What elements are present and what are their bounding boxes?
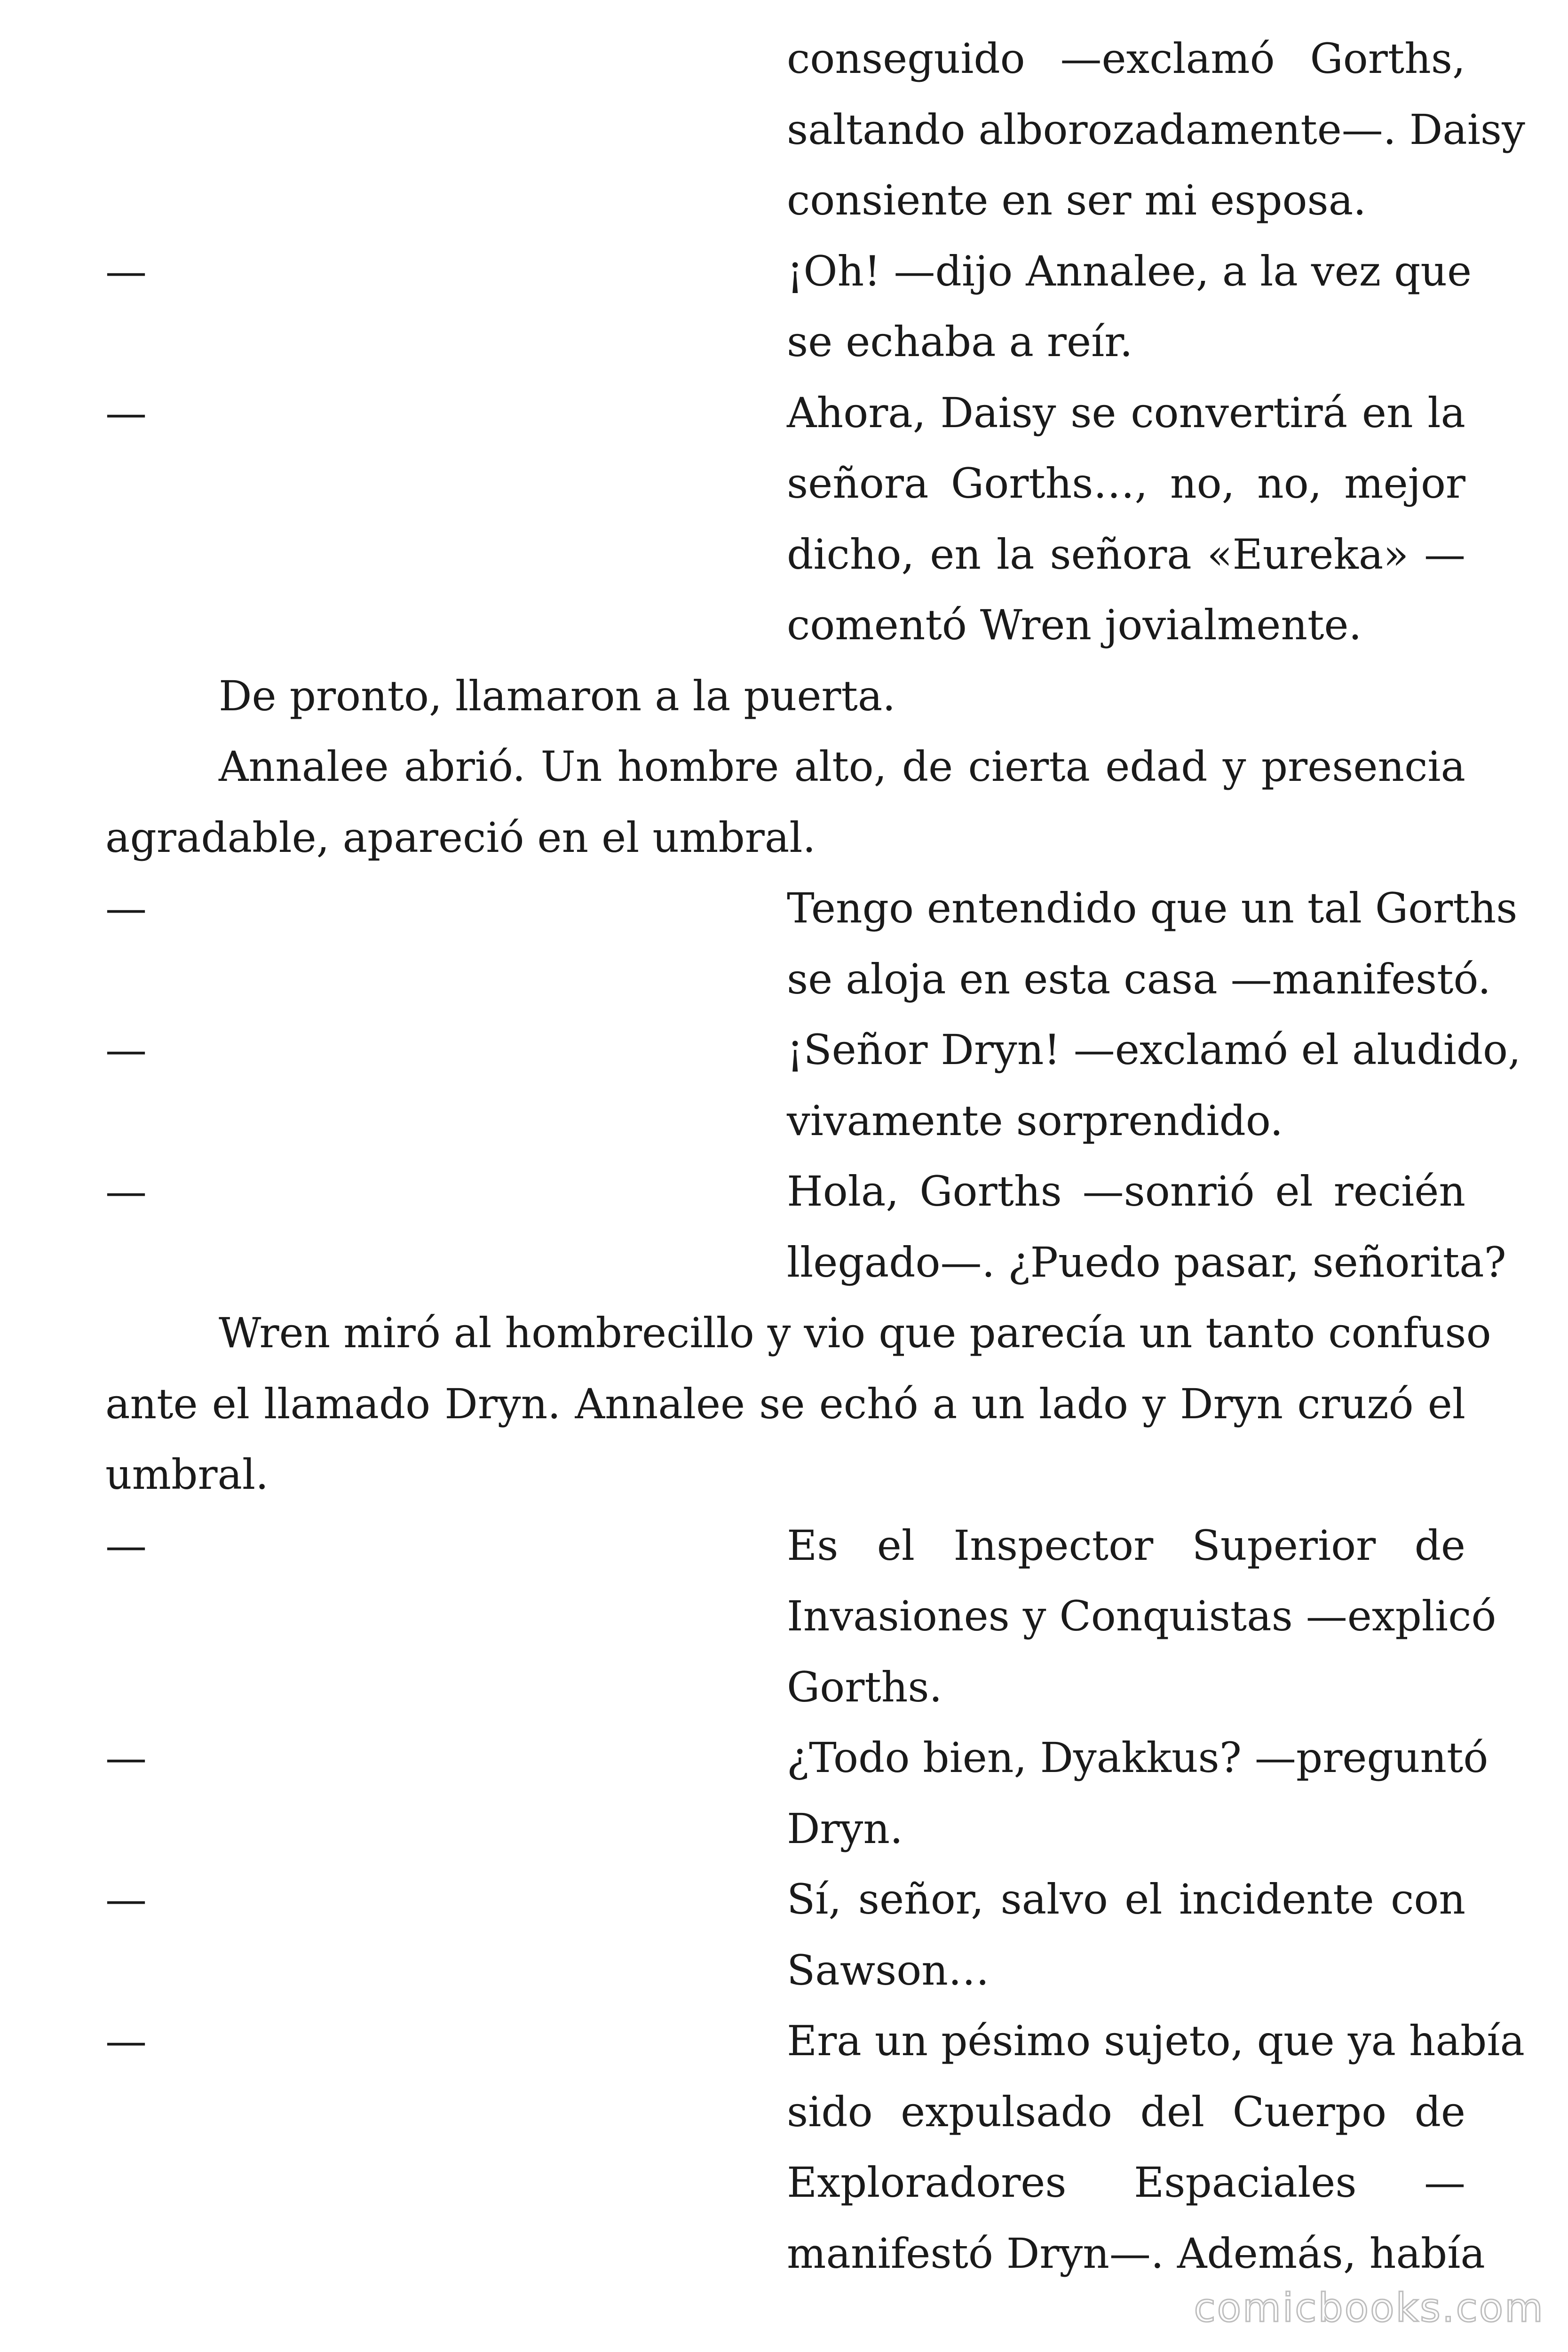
dialogue-text: sido expulsado del Cuerpo de: [787, 2087, 1465, 2136]
paragraph-first-line: De pronto, llamaron a la puerta.: [219, 671, 896, 720]
text-line: [105, 1794, 1465, 1865]
text-line: [105, 448, 1465, 519]
text-line: [105, 803, 1465, 874]
text-line: [105, 2006, 1525, 2077]
text-line: [105, 661, 1465, 732]
text-line: [105, 944, 1491, 1015]
dialogue-dash: —: [105, 1875, 147, 1923]
dialogue-text: Ahora, Daisy se convertirá en la: [787, 388, 1465, 437]
dialogue-text: Tengo entendido que un tal Gorths: [787, 884, 1518, 932]
dialogue-text: ¿Todo bien, Dyakkus? —preguntó: [787, 1733, 1489, 1782]
text-line: [105, 1510, 1465, 1581]
dialogue-dash: —: [105, 884, 147, 932]
dialogue-text: Invasiones y Conquistas —explicó: [787, 1592, 1497, 1640]
text-line: [105, 1935, 1465, 2006]
dialogue-text: ¡Oh! —dijo Annalee, a la vez que: [787, 246, 1472, 295]
text-line: [105, 519, 1465, 590]
text-line: [105, 2077, 1465, 2148]
dialogue-text: Hola, Gorths —sonrió el recién: [787, 1167, 1465, 1216]
paragraph-first-line: Wren miró al hombrecillo y vio que parecía un tanto confuso: [219, 1309, 1491, 1357]
text-line: [105, 307, 1465, 378]
dialogue-dash: —: [105, 1167, 147, 1216]
dialogue-text: Dryn.: [787, 1804, 903, 1853]
dialogue-dash: —: [105, 246, 147, 295]
text-line: [105, 1227, 1506, 1298]
paragraph-line: agradable, apareció en el umbral.: [105, 813, 816, 862]
text-line: [105, 1581, 1497, 1652]
text-line: [105, 1298, 1491, 1369]
dialogue-text: saltando alborozadamente—. Daisy: [787, 105, 1525, 154]
dialogue-text: Es el Inspector Superior de: [787, 1521, 1465, 1570]
paragraph-first-line: Annalee abrió. Un hombre alto, de cierta edad y presencia: [219, 742, 1465, 791]
dialogue-dash: —: [105, 1733, 147, 1782]
book-page: [105, 24, 1525, 2289]
text-line: [105, 378, 1465, 449]
paragraph-line: ante el llamado Dryn. Annalee se echó a un lado y Dryn cruzó el: [105, 1379, 1465, 1428]
text-line: [105, 2147, 1465, 2218]
dialogue-text: vivamente sorprendido.: [787, 1096, 1283, 1145]
dialogue-text: ¡Señor Dryn! —exclamó el aludido,: [787, 1025, 1521, 1074]
dialogue-text: Sawson…: [787, 1946, 990, 1994]
dialogue-dash: —: [105, 388, 147, 437]
text-line: [105, 1723, 1489, 1794]
dialogue-text: conseguido —exclamó Gorths,: [787, 34, 1465, 83]
text-line: [105, 2218, 1485, 2289]
text-line: [105, 95, 1525, 166]
text-line: [105, 1086, 1465, 1157]
text-line: [105, 236, 1472, 307]
text-line: [105, 1369, 1465, 1440]
dialogue-text: Gorths.: [787, 1662, 942, 1711]
dialogue-text: Exploradores Espaciales —: [787, 2158, 1465, 2207]
dialogue-text: manifestó Dryn—. Además, había: [787, 2229, 1485, 2278]
text-line: [105, 590, 1465, 661]
text-line: [105, 873, 1518, 944]
text-line: [105, 1864, 1465, 1935]
dialogue-dash: —: [105, 2017, 147, 2065]
dialogue-text: Sí, señor, salvo el incidente con: [787, 1875, 1465, 1923]
dialogue-text: se aloja en esta casa —manifestó.: [787, 954, 1491, 1003]
dialogue-text: dicho, en la señora «Eureka» —: [787, 530, 1465, 579]
dialogue-text: comentó Wren jovialmente.: [787, 601, 1362, 649]
dialogue-text: consiente en ser mi esposa.: [787, 176, 1367, 224]
text-line: [105, 1156, 1465, 1227]
dialogue-dash: —: [105, 1025, 147, 1074]
dialogue-text: se echaba a reír.: [787, 318, 1133, 366]
text-line: [105, 165, 1465, 236]
text-line: [105, 24, 1465, 95]
paragraph-line: umbral.: [105, 1450, 269, 1499]
dialogue-text: Era un pésimo sujeto, que ya había: [787, 2017, 1525, 2065]
dialogue-text: llegado—. ¿Puedo pasar, señorita?: [787, 1238, 1506, 1287]
text-line: [105, 1652, 1465, 1723]
dialogue-text: señora Gorths…, no, no, mejor: [787, 459, 1465, 508]
watermark: comicbooks.com: [1194, 2285, 1544, 2331]
text-line: [105, 731, 1465, 803]
text-line: [105, 1439, 1465, 1510]
dialogue-dash: —: [105, 1521, 147, 1570]
text-line: [105, 1015, 1521, 1086]
